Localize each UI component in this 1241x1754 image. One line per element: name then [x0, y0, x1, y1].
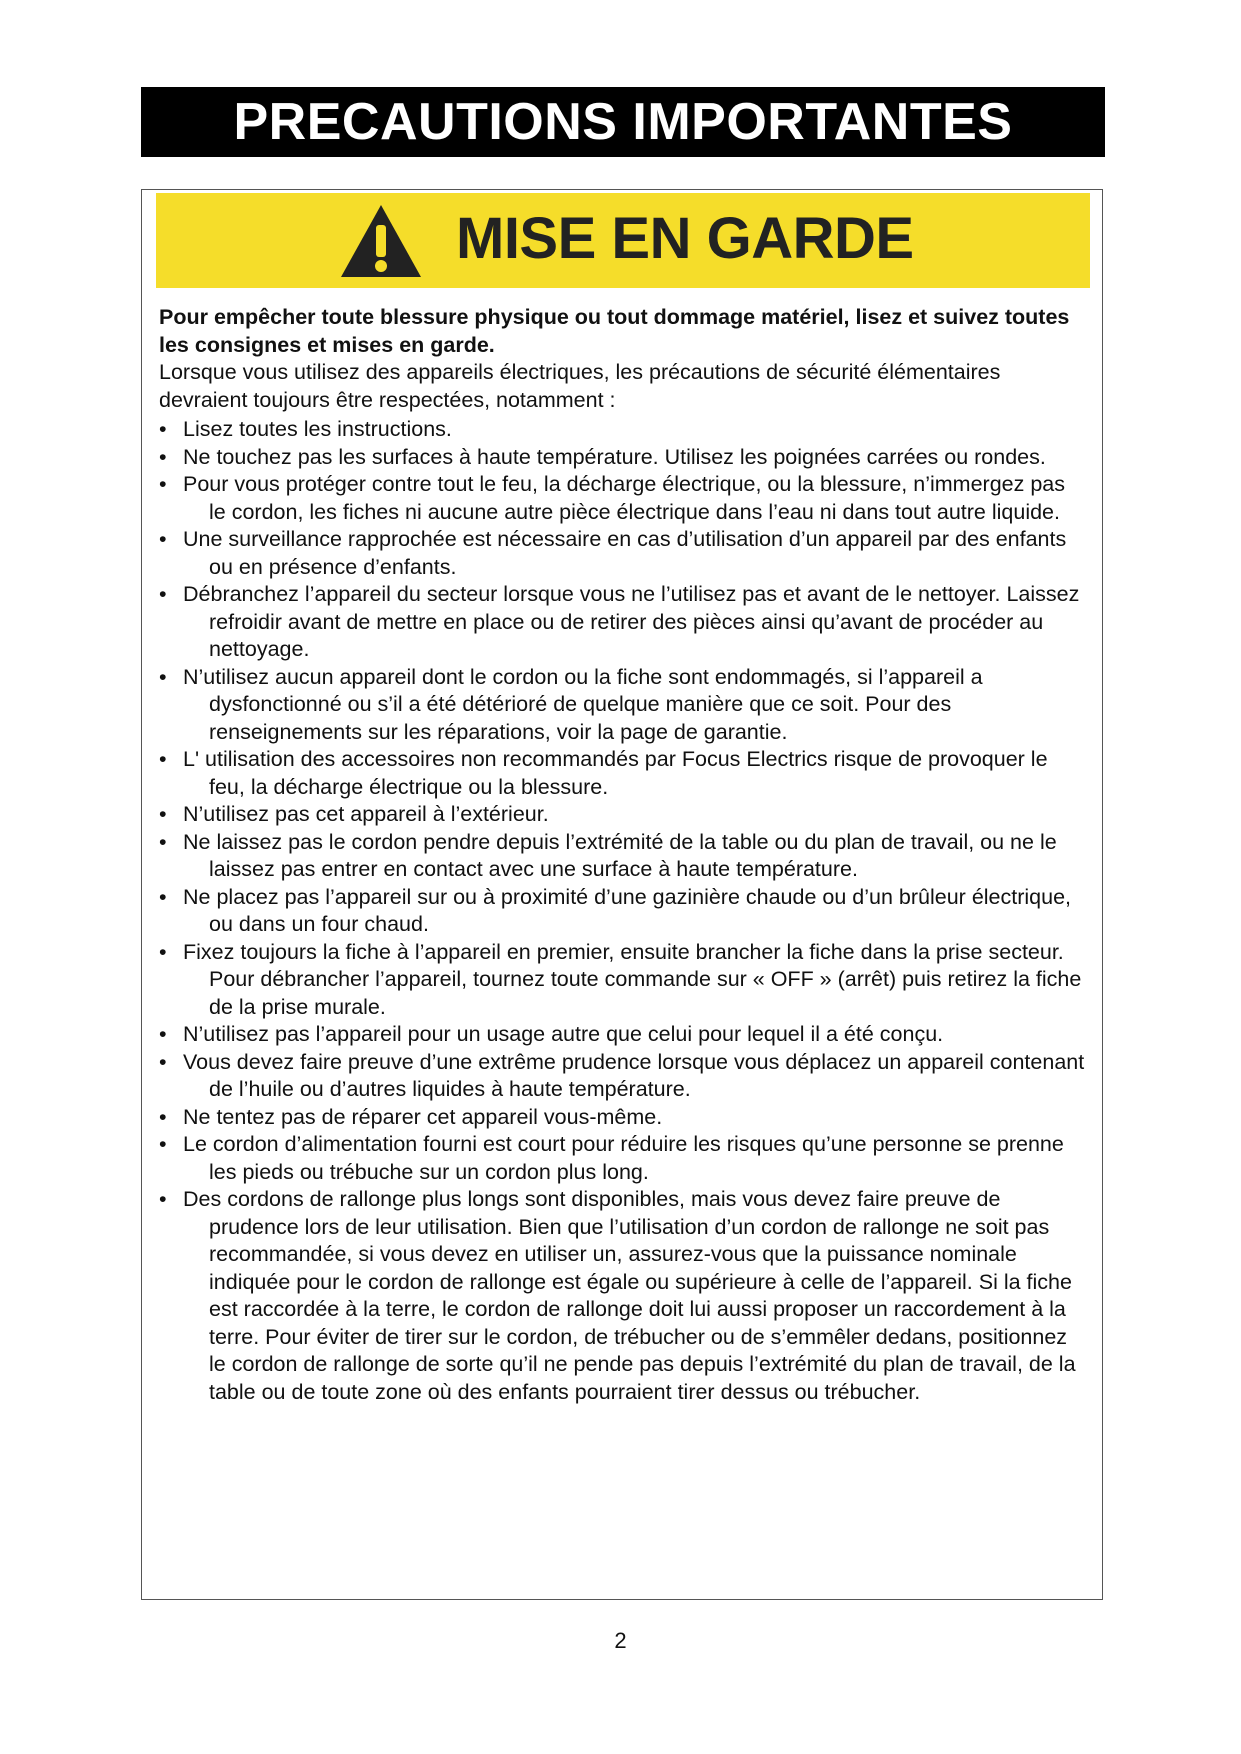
list-item: • Ne laissez pas le cordon pendre depuis l’extrémité de la table ou du plan de travail, ou ne le laissez pas entrer en contact avec une surface à haute température.	[159, 829, 1085, 884]
list-item: • Ne placez pas l’appareil sur ou à proximité d’une gazinière chaude ou d’un brûleur électrique, ou dans un four chaud.	[159, 884, 1085, 939]
list-item: • Lisez toutes les instructions.	[159, 416, 1085, 444]
list-item: • Une surveillance rapprochée est nécessaire en cas d’utilisation d’un appareil par des enfants ou en présence d’enfants.	[159, 526, 1085, 581]
safety-box	[141, 189, 1103, 1600]
list-item: • Vous devez faire preuve d’une extrême prudence lorsque vous déplacez un appareil contenant de l’huile ou d’autres liquides à haute température.	[159, 1049, 1085, 1104]
list-item: • Ne touchez pas les surfaces à haute température. Utilisez les poignées carrées ou rondes.	[159, 444, 1085, 472]
list-item: • N’utilisez pas l’appareil pour un usage autre que celui pour lequel il a été conçu.	[159, 1021, 1085, 1049]
warning-label: MISE EN GARDE	[456, 206, 914, 271]
list-item: • Débranchez l’appareil du secteur lorsque vous ne l’utilisez pas et avant de le nettoyer. Laissez refroidir avant de mettre en place ou de retirer des pièces ainsi qu’avant de procéder au nettoyage.	[159, 581, 1085, 664]
list-item: • Ne tentez pas de réparer cet appareil vous-même.	[159, 1104, 1085, 1132]
list-item: • L' utilisation des accessoires non recommandés par Focus Electrics risque de provoquer le feu, la décharge électrique ou la blessure.	[159, 746, 1085, 801]
list-item: • Le cordon d’alimentation fourni est court pour réduire les risques qu’une personne se prenne les pieds ou trébuche sur un cordon plus long.	[159, 1131, 1085, 1186]
page-number: 2	[614, 1628, 627, 1653]
warning-banner	[156, 193, 1090, 288]
list-item: • Des cordons de rallonge plus longs sont disponibles, mais vous devez faire preuve de prudence lors de leur utilisation. Bien que l’utilisation d’un cordon de rallonge ne soit pas recommandée, si vous devez en utiliser un, assurez-vous que la puissance nominale indiquée pour le cordon de rallonge est égale ou supérieure à celle de l’appareil. Si la fiche est raccordée à la terre, le cordon de rallonge doit lui aussi proposer un raccordement à la terre. Pour éviter de tirer sur le cordon, de trébucher ou de s’emmêler dedans, positionnez le cordon de rallonge de sorte qu’il ne pende pas depuis l’extrémité du plan de travail, de la table ou de toute zone où des enfants pourraient tirer dessus ou trébucher.	[159, 1186, 1085, 1406]
warning-triangle-icon	[339, 203, 423, 279]
intro-bold-text: Pour empêcher toute blessure physique ou tout dommage matériel, lisez et suivez toutes les consignes et mises en garde.	[159, 305, 1070, 357]
list-item: • Pour vous protéger contre tout le feu, la décharge électrique, ou la blessure, n’immergez pas le cordon, les fiches ni aucune autre pièce électrique dans l’eau ni dans tout autre liquide.	[159, 471, 1085, 526]
intro-text: Lorsque vous utilisez des appareils électriques, les précautions de sécurité élémentaires devraient toujours être respectées, notamment :	[159, 360, 1001, 412]
page-title: PRECAUTIONS IMPORTANTES	[141, 87, 1105, 157]
list-item: • Fixez toujours la fiche à l’appareil en premier, ensuite brancher la fiche dans la prise secteur. Pour débrancher l’appareil, tournez toute commande sur « OFF » (arrêt) puis retirez la fiche de la prise murale.	[159, 939, 1085, 1022]
instructions	[159, 304, 1085, 1406]
list-item: • N’utilisez aucun appareil dont le cordon ou la fiche sont endommagés, si l’appareil a dysfonctionné ou s’il a été détérioré de quelque manière que ce soit. Pour des renseignements sur les réparations, voir la page de garantie.	[159, 664, 1085, 747]
precautions-list	[159, 416, 1085, 1406]
list-item: • N’utilisez pas cet appareil à l’extérieur.	[159, 801, 1085, 829]
